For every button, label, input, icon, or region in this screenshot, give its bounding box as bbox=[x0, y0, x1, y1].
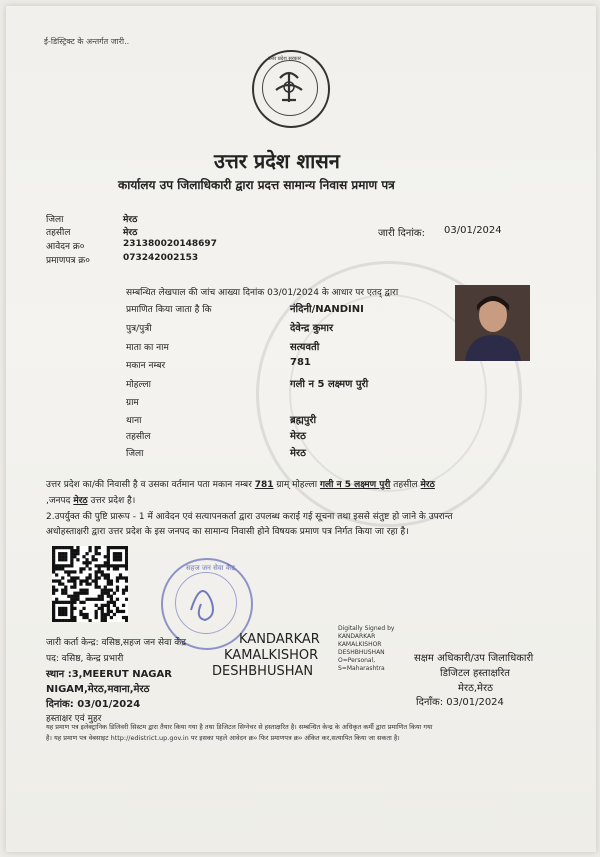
detail-label-child-of: पुत्र/पुत्री bbox=[126, 324, 152, 334]
field-value-certificate-no: 073242002153 bbox=[123, 253, 199, 263]
detail-label-certified: प्रमाणित किया जाता है कि bbox=[126, 305, 212, 315]
issuer-sign-label: हस्ताक्षर एवं मुहर bbox=[46, 714, 102, 724]
issue-date: 03/01/2024 bbox=[444, 225, 502, 236]
intro-line: सम्बन्धित लेखपाल की जांच आख्या दिनांक 03/01/2024 के आधार पर एतद् द्वारा bbox=[126, 288, 399, 298]
stamp-text: सहज जन सेवा केंद्र bbox=[186, 564, 235, 572]
field-label-certificate-no: प्रमाणपत्र क्र० bbox=[46, 256, 90, 266]
field-label-tehsil: तहसील bbox=[46, 228, 71, 238]
field-value-district: मेरठ bbox=[123, 215, 138, 225]
issuer-place-line1: स्थान :3,MEERUT NAGAR bbox=[46, 669, 172, 680]
officer-place: मेरठ,मेरठ bbox=[458, 683, 493, 694]
detail-label-tehsil: तहसील bbox=[126, 432, 151, 442]
confirmation-line1: 2.उपर्युक्त की पुष्टि प्रारूप - 1 में आवेदन एवं सत्यापनकर्ता द्वारा उपलब्ध कराई गई सूचना तथा इससे संतुष्ट हो जाने के उपरान्त bbox=[46, 512, 453, 522]
detail-value-father: देवेन्द्र कुमार bbox=[290, 323, 334, 334]
issuer-date: दिनांक: 03/01/2024 bbox=[46, 699, 141, 710]
field-label-district: जिला bbox=[46, 215, 64, 225]
field-label-application-no: आवेदन क्र० bbox=[46, 242, 85, 252]
address-paragraph-line2: ,जनपद मेरठ उत्तर प्रदेश है। bbox=[46, 496, 136, 506]
detail-label-house: मकान नम्बर bbox=[126, 361, 166, 371]
officer-sign: डिजिटल हस्ताक्षरित bbox=[440, 668, 510, 679]
detail-label-district: जिला bbox=[126, 449, 144, 459]
detail-label-police-station: थाना bbox=[126, 416, 142, 426]
qr-code-icon bbox=[52, 546, 128, 622]
footer-line2: है। यह प्रमाण पत्र वेबसाइट http://edistrict.up.gov.in पर इसका पहले आवेदन क्र० फिर प्रमाणपत्र क्र० अंकित कर,सत्यापित किया जा सकता है। bbox=[46, 734, 400, 742]
issuer-post: पद: वसिष्ठ, केन्द्र प्रभारी bbox=[46, 654, 124, 664]
digital-signer-name-1: KANDARKAR bbox=[239, 632, 320, 647]
footer-line1: यह प्रमाण पत्र इलेक्ट्रानिक डिलिवरी सिस्टम द्वारा तैयार किया गया है तथा डिजिटल सिग्नेचर से हस्ताक्षरित है। सम्बन्धित केन्द्र के अधिकृत कर्मी द्वारा प्रमाणित किया गया bbox=[46, 723, 433, 731]
digital-signer-name-3: DESHBHUSHAN bbox=[212, 664, 314, 679]
field-value-tehsil: मेरठ bbox=[123, 228, 138, 238]
detail-value-tehsil: मेरठ bbox=[290, 431, 306, 442]
issue-date-label: जारी दिनांक: bbox=[378, 228, 425, 239]
detail-value-district: मेरठ bbox=[290, 448, 306, 459]
emblem-text: उत्तर प्रदेश सरकार bbox=[268, 56, 301, 62]
detail-label-village: ग्राम bbox=[126, 398, 139, 408]
detail-value-police-station: ब्रह्मपुरी bbox=[290, 415, 317, 426]
detail-label-mohalla: मोहल्ला bbox=[126, 380, 151, 390]
certificate-sheet bbox=[6, 6, 596, 852]
officer-date: दिनाँक: 03/01/2024 bbox=[416, 697, 504, 708]
detail-label-mother: माता का नाम bbox=[126, 343, 169, 353]
detail-value-mother: सत्यवती bbox=[290, 342, 320, 353]
issuer-kendra: जारी कर्ता केन्द्र: वसिष्ठ,सहज जन सेवा केंद्र bbox=[46, 638, 186, 648]
digital-signature-block: Digitally Signed by KANDARKAR KAMALKISHOR DESHBHUSHAN O=Personal, S=Maharashtra bbox=[338, 625, 395, 672]
digital-signer-name-2: KAMALKISHOR bbox=[224, 648, 319, 663]
applicant-photo bbox=[455, 285, 530, 361]
page-subtitle: कार्यालय उप जिलाधिकारी द्वारा प्रदत्त सामान्य निवास प्रमाण पत्र bbox=[118, 178, 395, 192]
detail-value-house: 781 bbox=[290, 357, 311, 368]
detail-value-name: नंदिनी/NANDINI bbox=[290, 304, 364, 315]
page-title: उत्तर प्रदेश शासन bbox=[214, 149, 340, 173]
field-value-application-no: 231380020148697 bbox=[123, 239, 217, 249]
header-note: ई-डिस्ट्रिक्ट के अन्तर्गत जारी.. bbox=[44, 37, 130, 46]
confirmation-line2: अधोहस्ताक्षरी द्वारा उत्तर प्रदेश के इस जनपद का सामान्य निवासी होने विषयक प्रमाण पत्र निर्गत किया जा रहा है। bbox=[46, 527, 409, 537]
address-paragraph: उत्तर प्रदेश का/की निवासी है व उसका वर्तमान पता मकान नम्बर 781 ग्राम् मोहल्ला गली न 5 लक्ष्मण पुरी तहसील मेरठ bbox=[46, 480, 435, 490]
detail-value-mohalla: गली न 5 लक्ष्मण पुरी bbox=[290, 379, 369, 390]
issuer-place-line2: NIGAM,मेरठ,मवाना,मेरठ bbox=[46, 684, 150, 695]
officer-title: सक्षम अधिकारी/उप जिलाधिकारी bbox=[414, 653, 534, 664]
